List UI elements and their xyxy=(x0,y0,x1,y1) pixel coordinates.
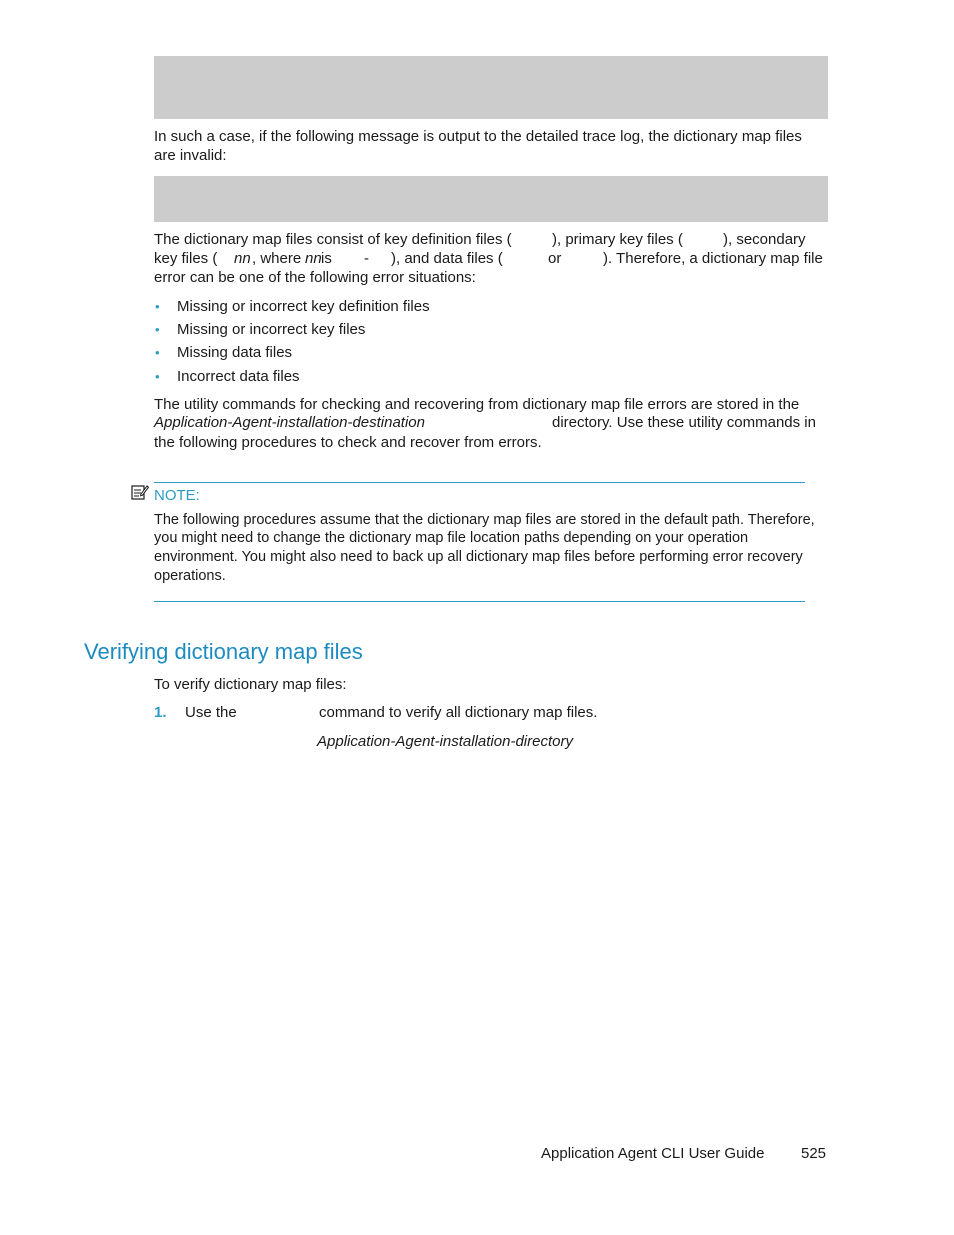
section-lead: To verify dictionary map files: xyxy=(154,676,347,693)
consist-line-1a: The dictionary map files consist of key definition files ( xyxy=(154,231,512,248)
step-number: 1. xyxy=(154,704,167,721)
section-heading: Verifying dictionary map files xyxy=(84,639,363,664)
consist-line-3: error can be one of the following error situations: xyxy=(154,269,476,286)
note-line-4: operations. xyxy=(154,568,226,584)
consist-line-1c: ), secondary xyxy=(723,231,806,248)
step-1-text-a: Use the xyxy=(185,704,237,721)
consist-line-2e: is xyxy=(321,250,332,267)
list-item: Missing or incorrect key files xyxy=(177,321,366,338)
utility-line-3: the following procedures to check and recover from errors. xyxy=(154,434,542,451)
note-label: NOTE: xyxy=(154,487,200,504)
list-item: Missing data files xyxy=(177,344,293,361)
consist-line-2b: nn xyxy=(234,250,251,267)
bullet-icon: • xyxy=(155,369,160,384)
intro-line-2: are invalid: xyxy=(154,147,227,164)
bullet-icon: • xyxy=(155,345,160,360)
utility-line-2b: directory. Use these utility commands in xyxy=(552,414,816,431)
step-1-text-b: command to verify all dictionary map files. xyxy=(319,704,598,721)
intro-line-1: In such a case, if the following message is output to the detailed trace log, the dictionary map files xyxy=(154,128,802,145)
utility-line-1: The utility commands for checking and recovering from dictionary map file errors are stored in the xyxy=(154,396,800,413)
code-block-top xyxy=(154,56,828,119)
note-icon xyxy=(131,484,149,501)
consist-line-2d: nn xyxy=(305,250,322,267)
consist-line-2i: ). Therefore, a dictionary map file xyxy=(603,250,823,267)
consist-line-2g: ), and data files ( xyxy=(391,250,503,267)
note-line-1: The following procedures assume that the dictionary map files are stored in the default path. Therefore, xyxy=(154,512,815,528)
bullet-icon: • xyxy=(155,299,160,314)
page-number: 525 xyxy=(801,1145,827,1162)
utility-line-2a: Application-Agent-installation-destination xyxy=(154,414,425,431)
consist-line-2c: , where xyxy=(252,250,302,267)
consist-line-2a: key files ( xyxy=(154,250,218,267)
note-bottom-rule xyxy=(154,601,805,602)
note-top-rule xyxy=(154,482,805,483)
step-1-path: Application-Agent-installation-directory xyxy=(317,733,573,750)
note-line-2: you might need to change the dictionary map file location paths depending on your operation xyxy=(154,530,749,546)
footer-title: Application Agent CLI User Guide xyxy=(541,1145,765,1162)
consist-line-2h: or xyxy=(548,250,562,267)
list-item: Missing or incorrect key definition files xyxy=(177,298,430,315)
bullet-icon: • xyxy=(155,322,160,337)
list-item: Incorrect data files xyxy=(177,368,300,385)
consist-line-1b: ), primary key files ( xyxy=(552,231,683,248)
code-block-message xyxy=(154,176,828,222)
note-line-3: environment. You might also need to back up all dictionary map files before performing error recovery xyxy=(154,549,803,565)
consist-line-2f: - xyxy=(364,250,369,267)
